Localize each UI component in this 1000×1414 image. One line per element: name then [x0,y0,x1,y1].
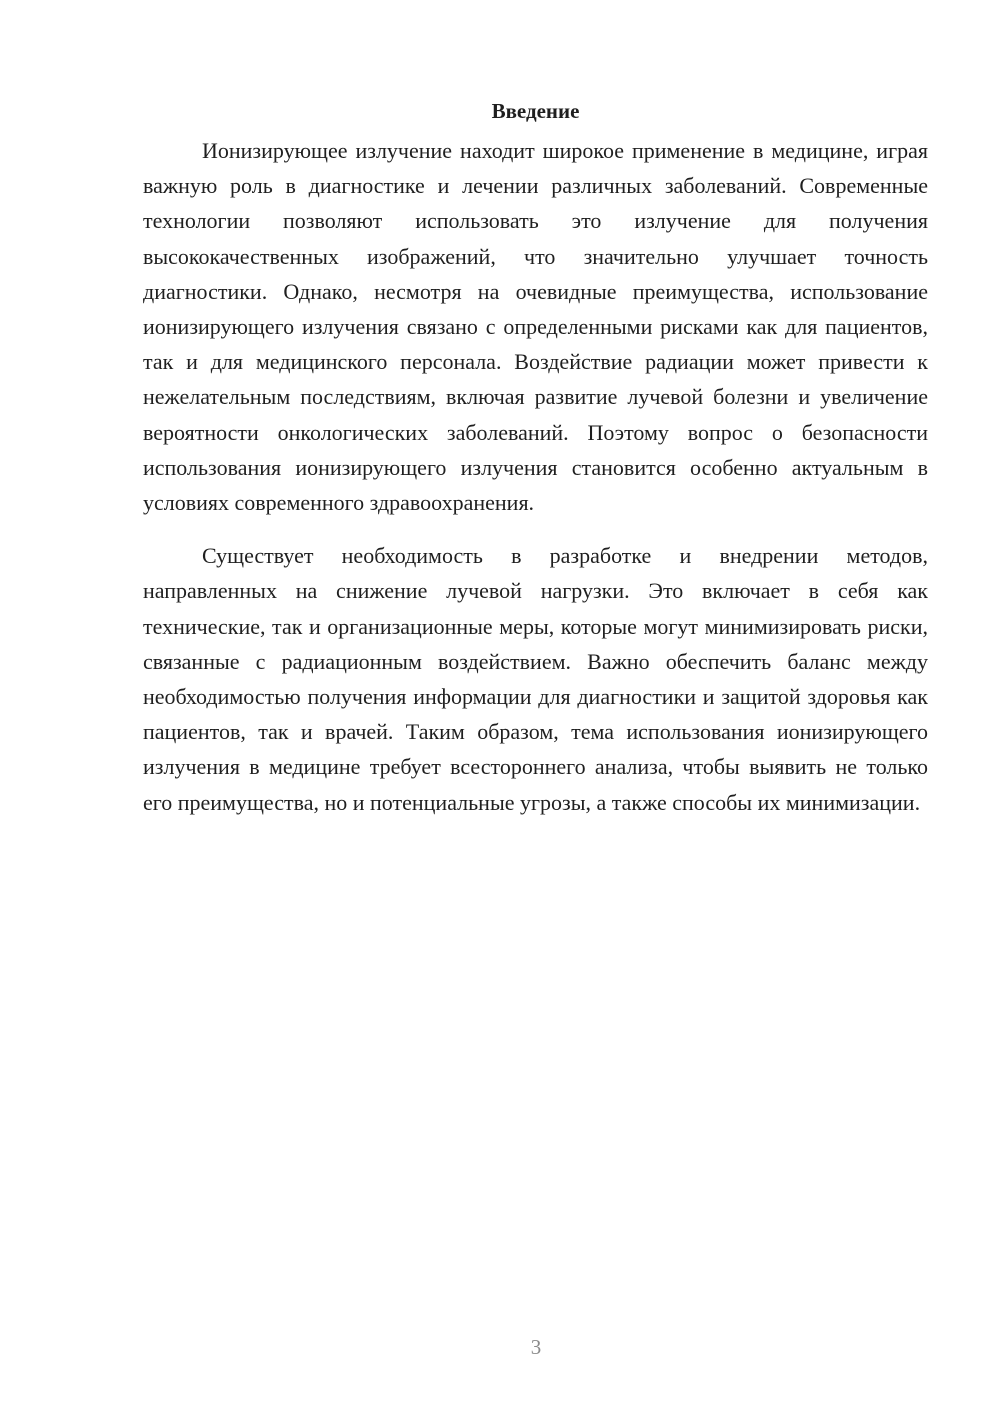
section-title: Введение [491,99,580,123]
document-body [143,96,928,820]
paragraph-1: Ионизирующее излучение находит широкое применение в медицине, играя важную роль в диагностике и лечении различных заболеваний. Современные технологии позволяют использовать это излучение для получения высококачественных изображений, что значительно улучшает точность диагностики. Однако, несмотря на очевидные преимущества, использование ионизирующего излучения связано с определенными рисками как для пациентов, так и для медицинского персонала. Воздействие радиации может привести к нежелательным последствиям, включая развитие лучевой болезни и увеличение вероятности онкологических заболеваний. Поэтому вопрос о безопасности использования ионизирующего излучения становится особенно актуальным в условиях современного здравоохранения. [143,138,928,516]
paragraph-2: Существует необходимость в разработке и внедрении методов, направленных на снижение лучевой нагрузки. Это включает в себя как технические, так и организационные меры, которые могут минимизировать риски, связанные с радиационным воздействием. Важно обеспечить баланс между необходимостью получения информации для диагностики и защитой здоровья как пациентов, так и врачей. Таким образом, тема использования ионизирующего излучения в медицине требует всестороннего анализа, чтобы выявить не только его преимущества, но и потенциальные угрозы, а также способы их минимизации. [143,543,928,815]
page-number: 3 [530,1335,542,1359]
